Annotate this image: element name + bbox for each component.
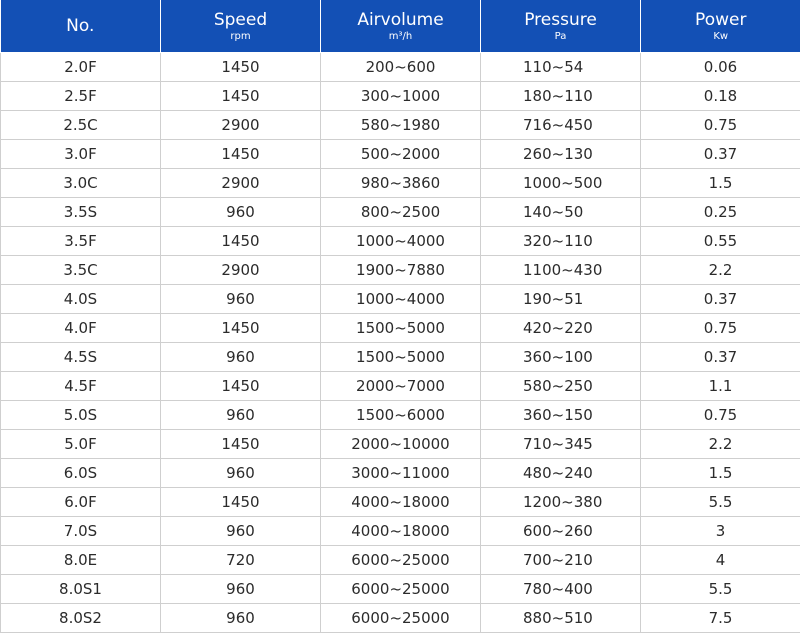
cell-no: 4.5S: [1, 343, 161, 372]
cell-airvolume: 4000~18000: [321, 488, 481, 517]
column-header-pressure-unit: Pa: [554, 30, 567, 42]
cell-no: 8.0S2: [1, 604, 161, 633]
table-row: [1, 517, 800, 546]
cell-airvolume: 580~1980: [321, 111, 481, 140]
table-row: [1, 401, 800, 430]
cell-power: 0.25: [641, 198, 800, 227]
cell-no: 4.5F: [1, 372, 161, 401]
header-row: [1, 0, 800, 53]
cell-airvolume: 800~2500: [321, 198, 481, 227]
cell-speed: 1450: [161, 430, 321, 459]
table-row: [1, 575, 800, 604]
column-header-speed-unit: rpm: [230, 30, 251, 42]
cell-airvolume: 200~600: [321, 53, 481, 82]
cell-power: 0.75: [641, 401, 800, 430]
table-row: [1, 314, 800, 343]
cell-power: 0.37: [641, 285, 800, 314]
cell-speed: 960: [161, 459, 321, 488]
column-header-speed-label: Speed: [213, 9, 268, 30]
cell-pressure: 716~450: [481, 111, 641, 140]
cell-no: 2.0F: [1, 53, 161, 82]
table-row: [1, 256, 800, 285]
cell-power: 1.1: [641, 372, 800, 401]
cell-speed: 2900: [161, 256, 321, 285]
cell-speed: 720: [161, 546, 321, 575]
table-row: [1, 111, 800, 140]
cell-power: 1.5: [641, 169, 800, 198]
cell-speed: 960: [161, 198, 321, 227]
table-row: [1, 53, 800, 82]
cell-no: 3.5C: [1, 256, 161, 285]
cell-power: 0.37: [641, 343, 800, 372]
cell-no: 5.0S: [1, 401, 161, 430]
cell-pressure: 1100~430: [481, 256, 641, 285]
cell-airvolume: 6000~25000: [321, 546, 481, 575]
column-header-airvolume: [321, 0, 481, 53]
cell-speed: 960: [161, 604, 321, 633]
table-row: [1, 459, 800, 488]
table-row: [1, 372, 800, 401]
cell-pressure: 360~100: [481, 343, 641, 372]
cell-airvolume: 1500~5000: [321, 343, 481, 372]
cell-pressure: 420~220: [481, 314, 641, 343]
column-header-power-label: Power: [695, 9, 747, 30]
cell-airvolume: 1000~4000: [321, 227, 481, 256]
column-header-no: [1, 0, 161, 53]
cell-airvolume: 980~3860: [321, 169, 481, 198]
column-header-power-unit: Kw: [713, 30, 729, 42]
cell-power: 5.5: [641, 488, 800, 517]
cell-power: 0.18: [641, 82, 800, 111]
table-row: [1, 430, 800, 459]
column-header-no-label: No.: [66, 16, 95, 36]
cell-no: 3.0F: [1, 140, 161, 169]
table-row: [1, 227, 800, 256]
table-row: [1, 343, 800, 372]
cell-no: 6.0F: [1, 488, 161, 517]
cell-airvolume: 3000~11000: [321, 459, 481, 488]
column-header-pressure-label: Pressure: [524, 9, 597, 30]
cell-pressure: 360~150: [481, 401, 641, 430]
cell-airvolume: 300~1000: [321, 82, 481, 111]
column-header-airvolume-label: Airvolume: [357, 9, 444, 30]
cell-power: 7.5: [641, 604, 800, 633]
table-header: [1, 0, 800, 53]
table-row: [1, 169, 800, 198]
cell-speed: 960: [161, 285, 321, 314]
cell-power: 1.5: [641, 459, 800, 488]
cell-no: 3.0C: [1, 169, 161, 198]
cell-pressure: 260~130: [481, 140, 641, 169]
table-row: [1, 198, 800, 227]
cell-power: 0.06: [641, 53, 800, 82]
cell-speed: 1450: [161, 82, 321, 111]
cell-no: 7.0S: [1, 517, 161, 546]
cell-no: 3.5S: [1, 198, 161, 227]
cell-pressure: 480~240: [481, 459, 641, 488]
cell-power: 3: [641, 517, 800, 546]
cell-airvolume: 6000~25000: [321, 604, 481, 633]
cell-no: 3.5F: [1, 227, 161, 256]
cell-speed: 960: [161, 517, 321, 546]
cell-speed: 960: [161, 401, 321, 430]
cell-airvolume: 2000~10000: [321, 430, 481, 459]
cell-no: 5.0F: [1, 430, 161, 459]
cell-airvolume: 500~2000: [321, 140, 481, 169]
cell-power: 0.37: [641, 140, 800, 169]
column-header-power: [641, 0, 800, 53]
cell-airvolume: 1900~7880: [321, 256, 481, 285]
cell-pressure: 780~400: [481, 575, 641, 604]
cell-speed: 1450: [161, 227, 321, 256]
cell-speed: 1450: [161, 314, 321, 343]
cell-speed: 1450: [161, 53, 321, 82]
cell-pressure: 880~510: [481, 604, 641, 633]
cell-airvolume: 1000~4000: [321, 285, 481, 314]
cell-pressure: 190~51: [481, 285, 641, 314]
column-header-pressure: [481, 0, 641, 53]
cell-power: 0.75: [641, 314, 800, 343]
cell-pressure: 600~260: [481, 517, 641, 546]
cell-speed: 1450: [161, 488, 321, 517]
table-row: [1, 285, 800, 314]
cell-power: 5.5: [641, 575, 800, 604]
cell-airvolume: 4000~18000: [321, 517, 481, 546]
cell-pressure: 1000~500: [481, 169, 641, 198]
cell-pressure: 580~250: [481, 372, 641, 401]
table-row: [1, 488, 800, 517]
cell-no: 2.5F: [1, 82, 161, 111]
cell-power: 2.2: [641, 430, 800, 459]
cell-speed: 2900: [161, 111, 321, 140]
table-row: [1, 546, 800, 575]
cell-no: 2.5C: [1, 111, 161, 140]
cell-speed: 960: [161, 575, 321, 604]
cell-airvolume: 2000~7000: [321, 372, 481, 401]
cell-no: 8.0E: [1, 546, 161, 575]
cell-pressure: 1200~380: [481, 488, 641, 517]
cell-pressure: 140~50: [481, 198, 641, 227]
cell-power: 2.2: [641, 256, 800, 285]
cell-speed: 2900: [161, 169, 321, 198]
cell-airvolume: 1500~6000: [321, 401, 481, 430]
table-row: [1, 604, 800, 633]
cell-airvolume: 6000~25000: [321, 575, 481, 604]
cell-pressure: 700~210: [481, 546, 641, 575]
cell-airvolume: 1500~5000: [321, 314, 481, 343]
cell-no: 4.0F: [1, 314, 161, 343]
cell-pressure: 180~110: [481, 82, 641, 111]
cell-no: 4.0S: [1, 285, 161, 314]
cell-pressure: 320~110: [481, 227, 641, 256]
cell-speed: 960: [161, 343, 321, 372]
table-row: [1, 140, 800, 169]
table-row: [1, 82, 800, 111]
cell-power: 0.75: [641, 111, 800, 140]
table-body: [1, 53, 800, 633]
cell-power: 0.55: [641, 227, 800, 256]
column-header-speed: [161, 0, 321, 53]
cell-no: 6.0S: [1, 459, 161, 488]
cell-pressure: 110~54: [481, 53, 641, 82]
cell-no: 8.0S1: [1, 575, 161, 604]
cell-speed: 1450: [161, 140, 321, 169]
column-header-airvolume-unit: m³/h: [388, 30, 413, 42]
cell-speed: 1450: [161, 372, 321, 401]
cell-pressure: 710~345: [481, 430, 641, 459]
cell-power: 4: [641, 546, 800, 575]
